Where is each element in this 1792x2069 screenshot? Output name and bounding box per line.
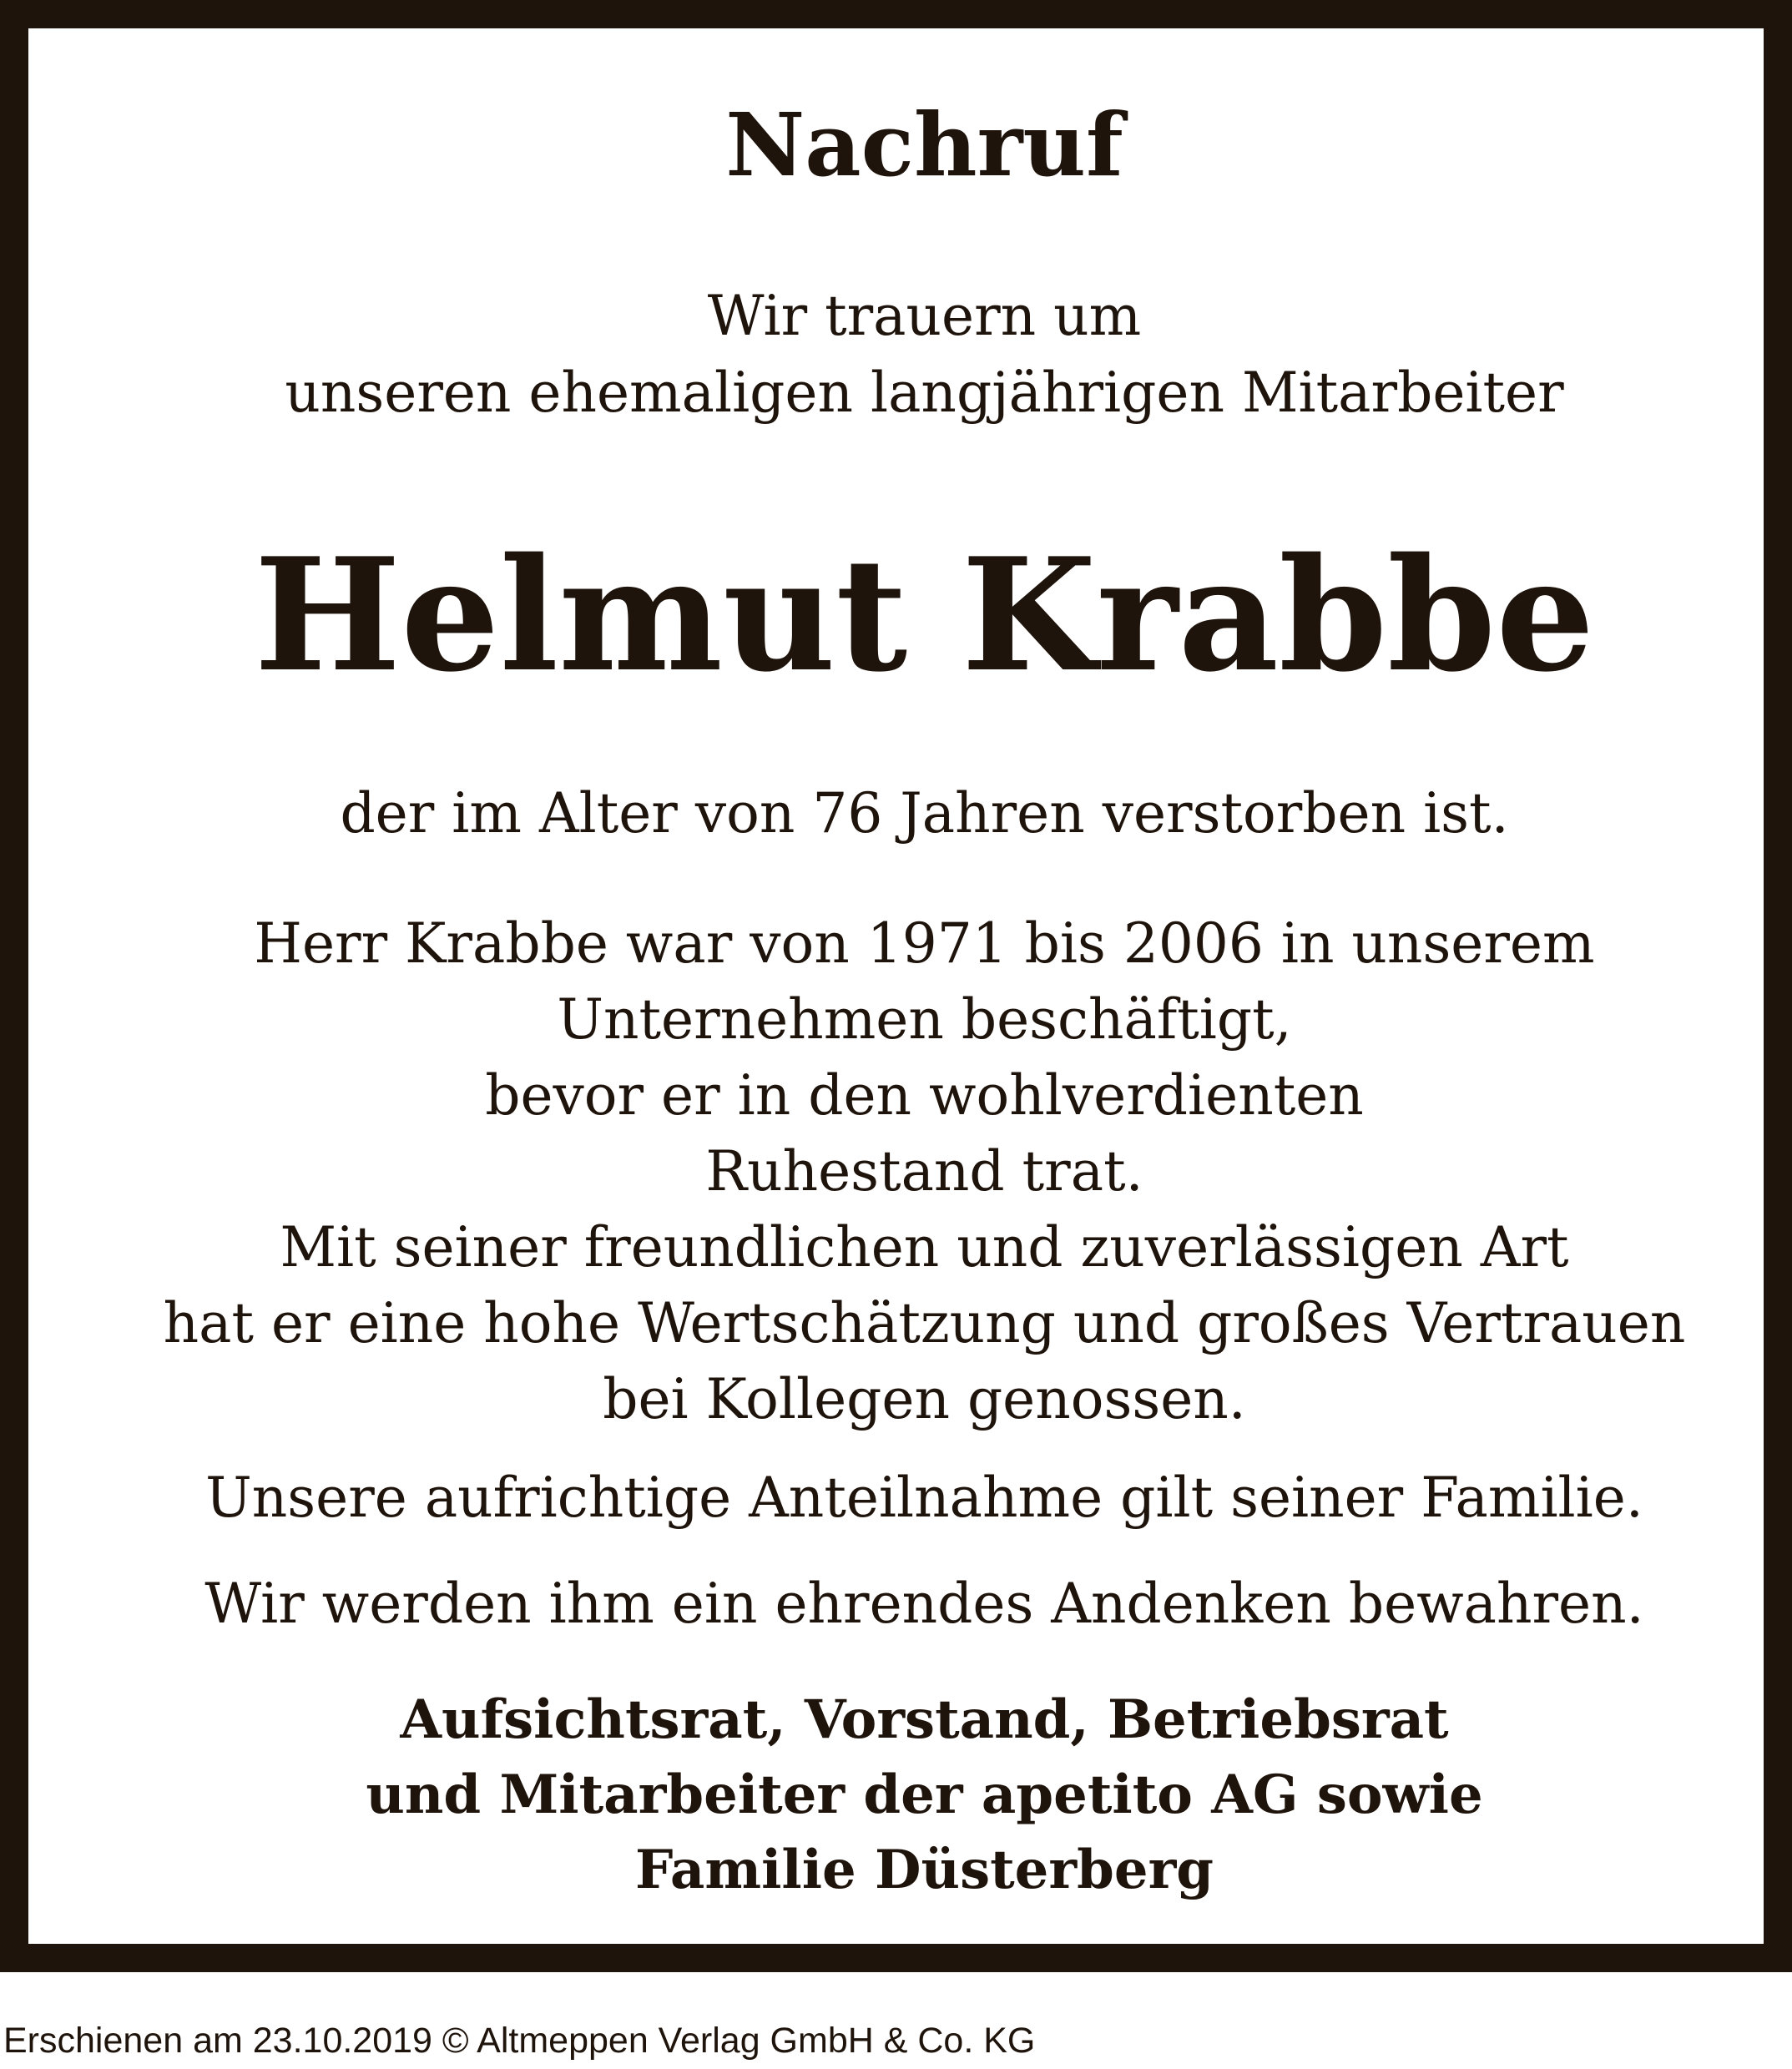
body-line-7: bei Kollegen genossen. (603, 1367, 1246, 1431)
body-line-4: Ruhestand trat. (705, 1139, 1143, 1204)
publication-footer: Erschienen am 23.10.2019 © Altmeppen Verlag GmbH & Co. KG (3, 2021, 1036, 2061)
condolence-line: Unsere aufrichtige Anteilnahme gilt seiner Familie. (205, 1466, 1643, 1530)
signature-line-3: Familie Düsterberg (634, 1839, 1214, 1901)
signature-line-1: Aufsichtsrat, Vorstand, Betriebsrat (400, 1688, 1449, 1751)
deceased-name: Helmut Krabbe (254, 523, 1595, 706)
notice-heading: Nachruf (725, 93, 1123, 196)
body-line-3: bevor er in den wohlverdienten (485, 1063, 1364, 1128)
body-line-6: hat er eine hohe Wertschätzung und großes Vertrauen (163, 1291, 1686, 1355)
body-line-2: Unternehmen beschäftigt, (557, 987, 1292, 1052)
intro-line-2: unseren ehemaligen langjährigen Mitarbeiter (285, 361, 1564, 425)
signature-line-2: und Mitarbeiter der apetito AG sowie (366, 1764, 1483, 1826)
body-line-5: Mit seiner freundlichen und zuverlässigen Art (280, 1215, 1569, 1279)
body-line-1: Herr Krabbe war von 1971 bis 2006 in unserem (254, 911, 1595, 976)
age-line: der im Alter von 76 Jahren verstorben ist. (340, 781, 1509, 845)
intro-line-1: Wir trauern um (707, 284, 1142, 348)
remembrance-line: Wir werden ihm ein ehrendes Andenken bewahren. (204, 1572, 1644, 1636)
